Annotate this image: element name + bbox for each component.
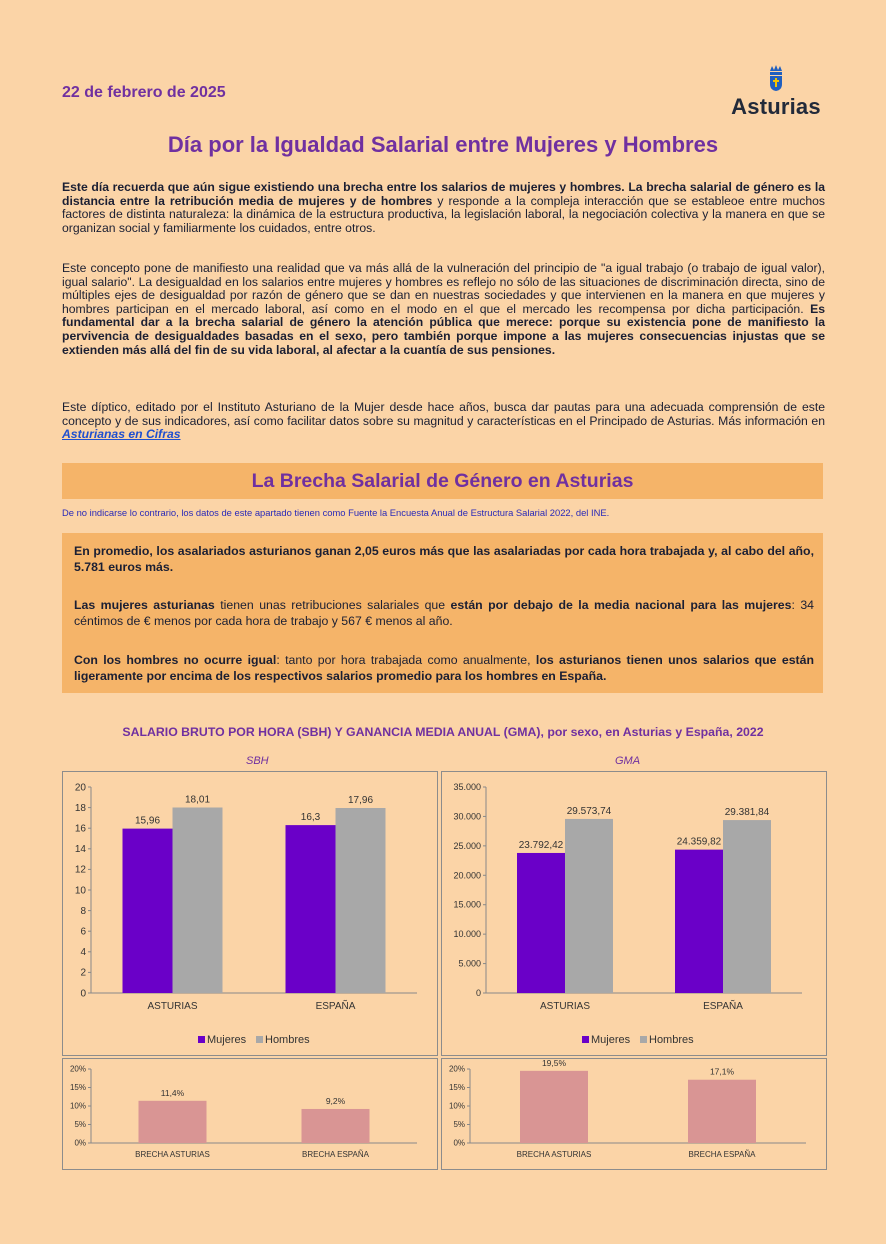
legend-swatch (582, 1036, 589, 1043)
x-category-label: ASTURIAS (539, 1001, 591, 1012)
y-tick-label: 15% (69, 1083, 86, 1093)
x-category-label: ESPAÑA (315, 1001, 356, 1012)
data-label: 19,5% (541, 1058, 567, 1068)
fact-3-a: Con los hombres no ocurre igual (74, 653, 277, 667)
legend-swatch (256, 1036, 263, 1043)
legend-swatch (198, 1036, 205, 1043)
intro-paragraph-3 (62, 401, 825, 442)
y-tick-label: 14 (74, 844, 86, 856)
data-label: 17,1% (709, 1066, 735, 1077)
crown-crest-icon (767, 64, 785, 92)
legend-label: Mujeres (207, 1034, 247, 1046)
sbh-subtitle: SBH (246, 755, 269, 767)
y-tick-label: 15.000 (453, 899, 481, 910)
fact-2-d: : 34 céntimos de € menos por cada hora de trabajo y 567 € menos al año. (74, 598, 815, 628)
intro-p2-text: Este concepto pone de manifiesto una realidad que va más allá de la vulneración del principio de "a igual trabajo (o trabajo de igual valor), igual salario". La desigualdad en los salarios entre mujeres y hombres es reflejo no sólo de las situaciones de discriminación directa, sino de múltiples ejes de desigualdad por razón de género que se dan en nuestras sociedades y que intervienen en la manera en que mujeres y hombres participan en el mercado laboral, así como en el modo en el que el mercado les recompensa por dicha participación. (62, 261, 825, 316)
y-tick-label: 0 (475, 988, 481, 998)
sbh-chart (62, 771, 438, 1056)
data-label: 18,01 (184, 794, 211, 806)
bar-hombres (336, 808, 386, 993)
data-label: 29.573,74 (566, 805, 612, 817)
x-category-label: ASTURIAS (147, 1001, 198, 1012)
legend-swatch (640, 1036, 647, 1043)
intro-paragraph-1 (62, 181, 825, 235)
bar-hombres (723, 820, 771, 993)
bar-hombres (565, 819, 613, 993)
y-tick-label: 0% (453, 1138, 465, 1148)
fact-2-c: están por debajo de la media nacional para las mujeres (450, 598, 792, 612)
legend-label: Hombres (265, 1034, 310, 1046)
fact-3-c: los asturianos tienen unos salarios que están ligeramente por encima de los respectivos salarios promedio para los hombres en España. (74, 653, 814, 683)
y-tick-label: 15% (448, 1083, 465, 1093)
intro-paragraph-2 (62, 262, 825, 357)
y-tick-label: 20% (69, 1064, 86, 1074)
y-tick-label: 4 (80, 947, 86, 959)
legend-label: Hombres (649, 1034, 694, 1046)
fact-1 (74, 543, 814, 575)
x-category-label: BRECHA ASTURIAS (516, 1150, 592, 1159)
x-category-label: BRECHA ESPAÑA (688, 1150, 756, 1159)
y-tick-label: 0 (80, 988, 86, 1000)
asturianas-en-cifras-link[interactable]: Asturianas en Cifras (62, 427, 181, 442)
brecha-sbh-chart (62, 1058, 438, 1170)
y-tick-label: 18 (74, 802, 86, 814)
data-label: 11,4% (160, 1087, 185, 1098)
fact-3-b: : tanto por hora trabajada como anualmente, (276, 653, 536, 667)
data-label: 9,2% (325, 1095, 346, 1106)
y-tick-label: 10% (69, 1101, 86, 1111)
x-category-label: BRECHA ESPAÑA (302, 1150, 369, 1159)
logo-text: Asturias (731, 94, 821, 119)
bar-brecha (520, 1071, 588, 1143)
x-category-label: ESPAÑA (703, 1001, 743, 1012)
y-tick-label: 10.000 (453, 929, 481, 940)
key-facts-box (62, 533, 823, 693)
fact-2-b: tienen unas retribuciones salariales que (214, 598, 451, 612)
y-tick-label: 10 (74, 885, 86, 897)
bar-mujeres (123, 829, 173, 993)
legend-label: Mujeres (591, 1034, 631, 1046)
data-label: 16,3 (300, 812, 321, 824)
gma-chart (441, 771, 827, 1056)
y-tick-label: 5.000 (458, 958, 481, 969)
asturias-logo (726, 64, 826, 128)
bar-mujeres (286, 825, 336, 993)
data-label: 29.381,84 (724, 807, 770, 819)
y-tick-label: 20.000 (453, 870, 481, 881)
bar-hombres (173, 807, 223, 993)
y-tick-label: 10% (448, 1101, 465, 1111)
y-tick-label: 2 (80, 967, 86, 979)
y-tick-label: 20% (448, 1064, 465, 1074)
bar-mujeres (675, 850, 723, 993)
fact-2-a: Las mujeres asturianas (74, 598, 215, 612)
data-label: 15,96 (134, 815, 161, 827)
gma-subtitle: GMA (615, 755, 641, 767)
y-tick-label: 8 (80, 905, 86, 917)
data-label: 24.359,82 (676, 836, 722, 848)
y-tick-label: 12 (74, 864, 86, 876)
fact-2 (74, 597, 814, 629)
y-tick-label: 16 (74, 823, 86, 835)
y-tick-label: 6 (80, 926, 86, 938)
document-date: 22 de febrero de 2025 (62, 84, 226, 101)
fact-1-text: En promedio, los asalariados asturianos ganan 2,05 euros más que las asalariadas por cada hora trabajada y, al cabo del año, 5.781 euros más. (74, 544, 814, 574)
y-tick-label: 25.000 (453, 840, 481, 851)
y-tick-label: 30.000 (453, 811, 481, 822)
fact-3 (74, 652, 814, 684)
y-tick-label: 0% (74, 1138, 86, 1148)
bar-mujeres (517, 853, 565, 993)
brecha-gma-chart (441, 1058, 827, 1170)
bar-brecha (302, 1109, 370, 1143)
section-banner: La Brecha Salarial de Género en Asturias (62, 463, 823, 499)
x-category-label: BRECHA ASTURIAS (135, 1150, 210, 1159)
y-tick-label: 20 (74, 782, 86, 794)
y-tick-label: 5% (74, 1120, 86, 1130)
bar-brecha (139, 1101, 207, 1143)
intro-p3-text: Este díptico, editado por el Instituto Asturiano de la Mujer desde hace años, busca dar pautas para una adecuada comprensión de este concepto y de sus indicadores, así como facilitar datos sobre su magnitud y características en el Principado de Asturias. Más información en (62, 400, 825, 428)
bar-brecha (688, 1080, 756, 1143)
intro-p2-bold: Es fundamental dar a la brecha salarial de género la atención pública que merece: porque su existencia pone de manifiesto la pervivencia de desigualdades basadas en el sexo, pero también porque impone a las mujeres consecuencias injustas que se extienden más allá del fin de su vida laboral, al afectar a la cuantía de sus pensiones. (62, 301, 825, 357)
y-tick-label: 35.000 (453, 782, 481, 792)
y-tick-label: 5% (453, 1120, 465, 1130)
data-label: 23.792,42 (518, 839, 564, 851)
data-source-note: De no indicarse lo contrario, los datos de este apartado tienen como Fuente la Encuesta Anual de Estructura Salarial 2022, del INE. (62, 507, 610, 518)
page-title: Día por la Igualdad Salarial entre Mujeres y Hombres (167, 132, 719, 157)
intro-p1-bold: Este día recuerda que aún sigue existiendo una brecha entre los salarios de mujeres y hombres. La brecha salarial de género es la distancia entre la retribución media de mujeres y de hombres (62, 180, 825, 208)
charts-title: SALARIO BRUTO POR HORA (SBH) Y GANANCIA MEDIA ANUAL (GMA), por sexo, en Asturias y España, 2022 (122, 725, 764, 739)
intro-p1-text: y responde a la compleja interacción que se estableoe entre muchos factores de distinta naturaleza: la dinámica de la estructura productiva, la legislación laboral, la negociación colectiva y la manera en que se organizan social y familiarmente los cuidados, entre otros. (62, 193, 825, 235)
data-label: 17,96 (347, 795, 374, 807)
